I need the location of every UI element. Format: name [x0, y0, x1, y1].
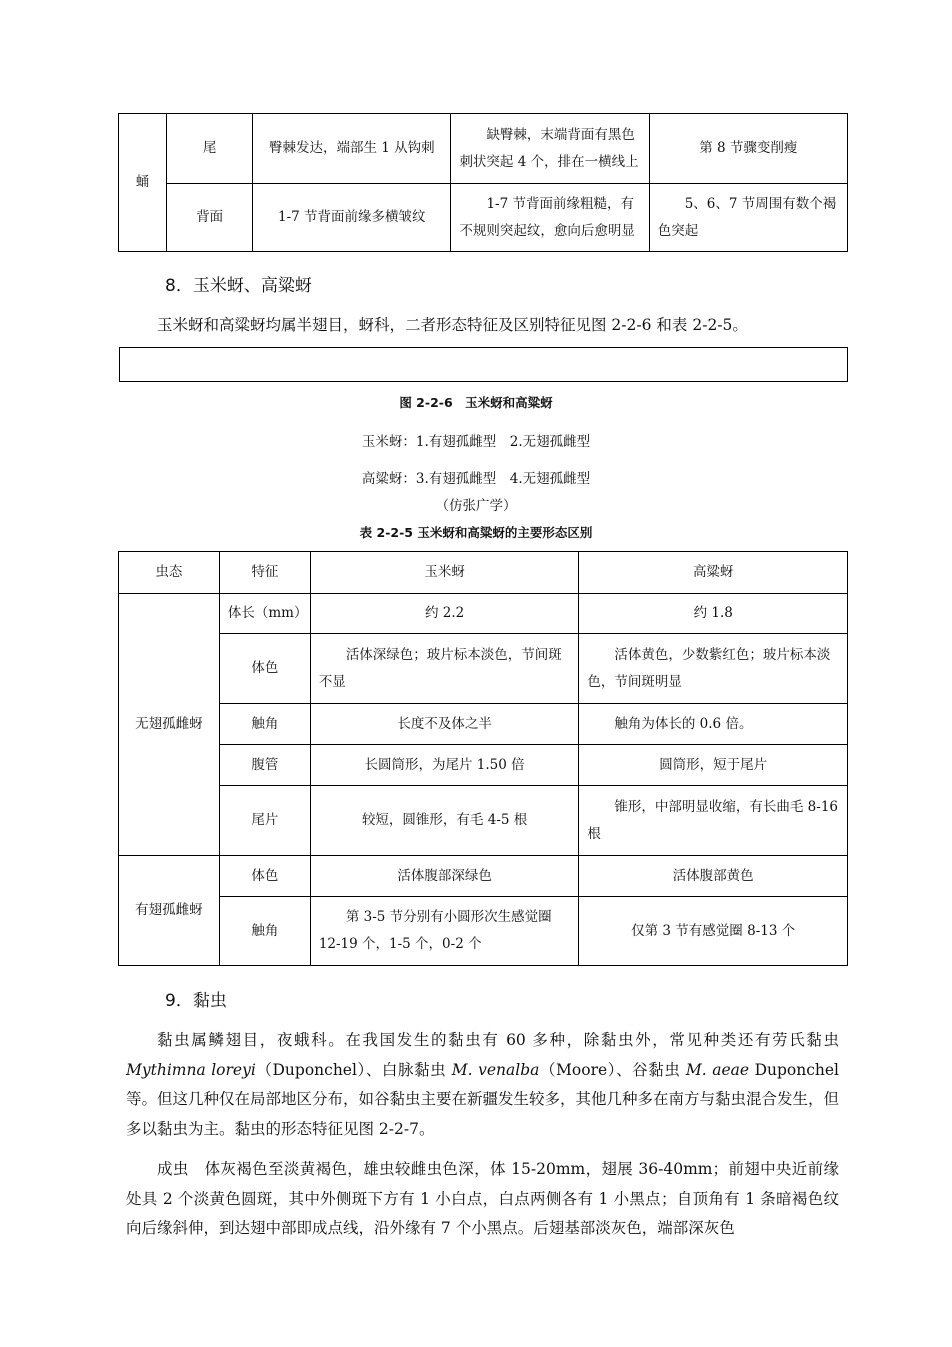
- table-cell: 圆筒形，短于尾片: [579, 745, 848, 786]
- table-cell: 约 2.2: [310, 594, 579, 634]
- species-name: M. aeae: [685, 1060, 750, 1079]
- table-cell: 仅第 3 节有感觉圈 8-13 个: [579, 897, 848, 966]
- figure-caption-line: 高粱蚜：3.有翅孤雌型 4.无翅孤雌型: [361, 471, 591, 487]
- species-name: Mythimna loreyi: [126, 1060, 256, 1079]
- section-heading-9: 9．黏虫: [165, 991, 227, 1011]
- text-run: 黏虫属鳞翅目，夜蛾科。在我国发生的黏虫有 60 多种，除黏虫外，常见种类还有劳氏黏虫: [157, 1031, 839, 1049]
- table-cell: 长圆筒形，为尾片 1.50 倍: [310, 745, 579, 786]
- feature-cell: 尾: [167, 114, 253, 184]
- table-cell: 第 8 节骤变削瘦: [649, 114, 847, 184]
- table-cell: 臀棘发达，端部生 1 从钩刺: [253, 114, 451, 184]
- intro-paragraph: 玉米蚜和高粱蚜均属半翅目，蚜科，二者形态特征及区别特征见图 2-2-6 和表 2-2-5。: [157, 316, 748, 334]
- feature-cell: 触角: [219, 704, 310, 745]
- text-run: （Moore）、谷黏虫: [539, 1060, 686, 1079]
- feature-cell: 腹管: [219, 745, 310, 786]
- pupa-table: [118, 113, 848, 252]
- table-cell: 活体深绿色；玻片标本淡色，节间斑不显: [310, 634, 579, 704]
- table-cell: 长度不及体之半: [310, 704, 579, 745]
- table-cell: 触角为体长的 0.6 倍。: [579, 704, 848, 745]
- group-cell: 有翅孤雌蚜: [119, 856, 220, 966]
- table-header: 玉米蚜: [310, 552, 579, 594]
- figure-placeholder: [119, 347, 848, 382]
- species-name: M. venalba: [451, 1060, 540, 1079]
- table-cell: 5、6、7 节周围有数个褐色突起: [649, 184, 847, 252]
- text-run: Duponchel 等。但这几种仅在局部地区分布，如谷黏虫主要在新疆发生较多，其他几种多在南方与黏虫混合发生，但多以黏虫为主。黏虫的形态特征见图 2-2-7。: [126, 1060, 840, 1138]
- table-header: 特征: [219, 552, 310, 594]
- table-cell: 活体黄色，少数紫红色；玻片标本淡色，节间斑明显: [579, 634, 848, 704]
- figure-title: 图 2-2-6 玉米蚜和高粱蚜: [399, 395, 553, 410]
- body-paragraph: 成虫 体灰褐色至淡黄褐色，雄虫较雌虫色深，体 15-20mm，翅展 36-40mm；前翅中央近前缘处具 2 个淡黄色圆斑，其中外侧斑下方有 1 小白点，白点两侧各有 1 小黑点；自顶角有 1 条暗褐色纹向后缘斜伸，到达翅中部即成点线，沿外缘有 7 个小黑点。后翅基部淡灰色，端部深灰色: [126, 1160, 839, 1237]
- figure-caption-line: 玉米蚜：1.有翅孤雌型 2.无翅孤雌型: [361, 434, 591, 450]
- aphid-table: [118, 551, 848, 966]
- table-cell: 第 3-5 节分别有小圆形次生感觉圈 12-19 个，1-5 个，0-2 个: [310, 897, 579, 966]
- table-cell: 1-7 节背面前缘粗糙，有不规则突起纹，愈向后愈明显: [451, 184, 649, 252]
- table-cell: 较短，圆锥形，有毛 4-5 根: [310, 786, 579, 856]
- feature-cell: 尾片: [219, 786, 310, 856]
- table-cell: 锥形，中部明显收缩，有长曲毛 8-16 根: [579, 786, 848, 856]
- stage-cell: 蛹: [119, 114, 167, 252]
- group-cell: 无翅孤雌蚜: [119, 594, 220, 856]
- feature-cell: 体长（mm）: [219, 594, 310, 634]
- table-cell: 活体腹部黄色: [579, 856, 848, 897]
- table-cell: 活体腹部深绿色: [310, 856, 579, 897]
- table-cell: 缺臀棘，末端背面有黑色刺状突起 4 个，排在一横线上: [451, 114, 649, 184]
- body-paragraph: [126, 1026, 839, 1144]
- table-cell: 1-7 节背面前缘多横皱纹: [253, 184, 451, 252]
- feature-cell: 体色: [219, 856, 310, 897]
- table-title: 表 2-2-5 玉米蚜和高粱蚜的主要形态区别: [359, 525, 593, 540]
- section-heading-8: 8．玉米蚜、高粱蚜: [165, 276, 312, 296]
- figure-source: （仿张广学）: [435, 498, 517, 514]
- table-header: 高粱蚜: [579, 552, 848, 594]
- table-cell: 约 1.8: [579, 594, 848, 634]
- feature-cell: 体色: [219, 634, 310, 704]
- feature-cell: 背面: [167, 184, 253, 252]
- text-run: （Duponchel）、白脉黏虫: [255, 1060, 452, 1079]
- feature-cell: 触角: [219, 897, 310, 966]
- table-header: 虫态: [119, 552, 220, 594]
